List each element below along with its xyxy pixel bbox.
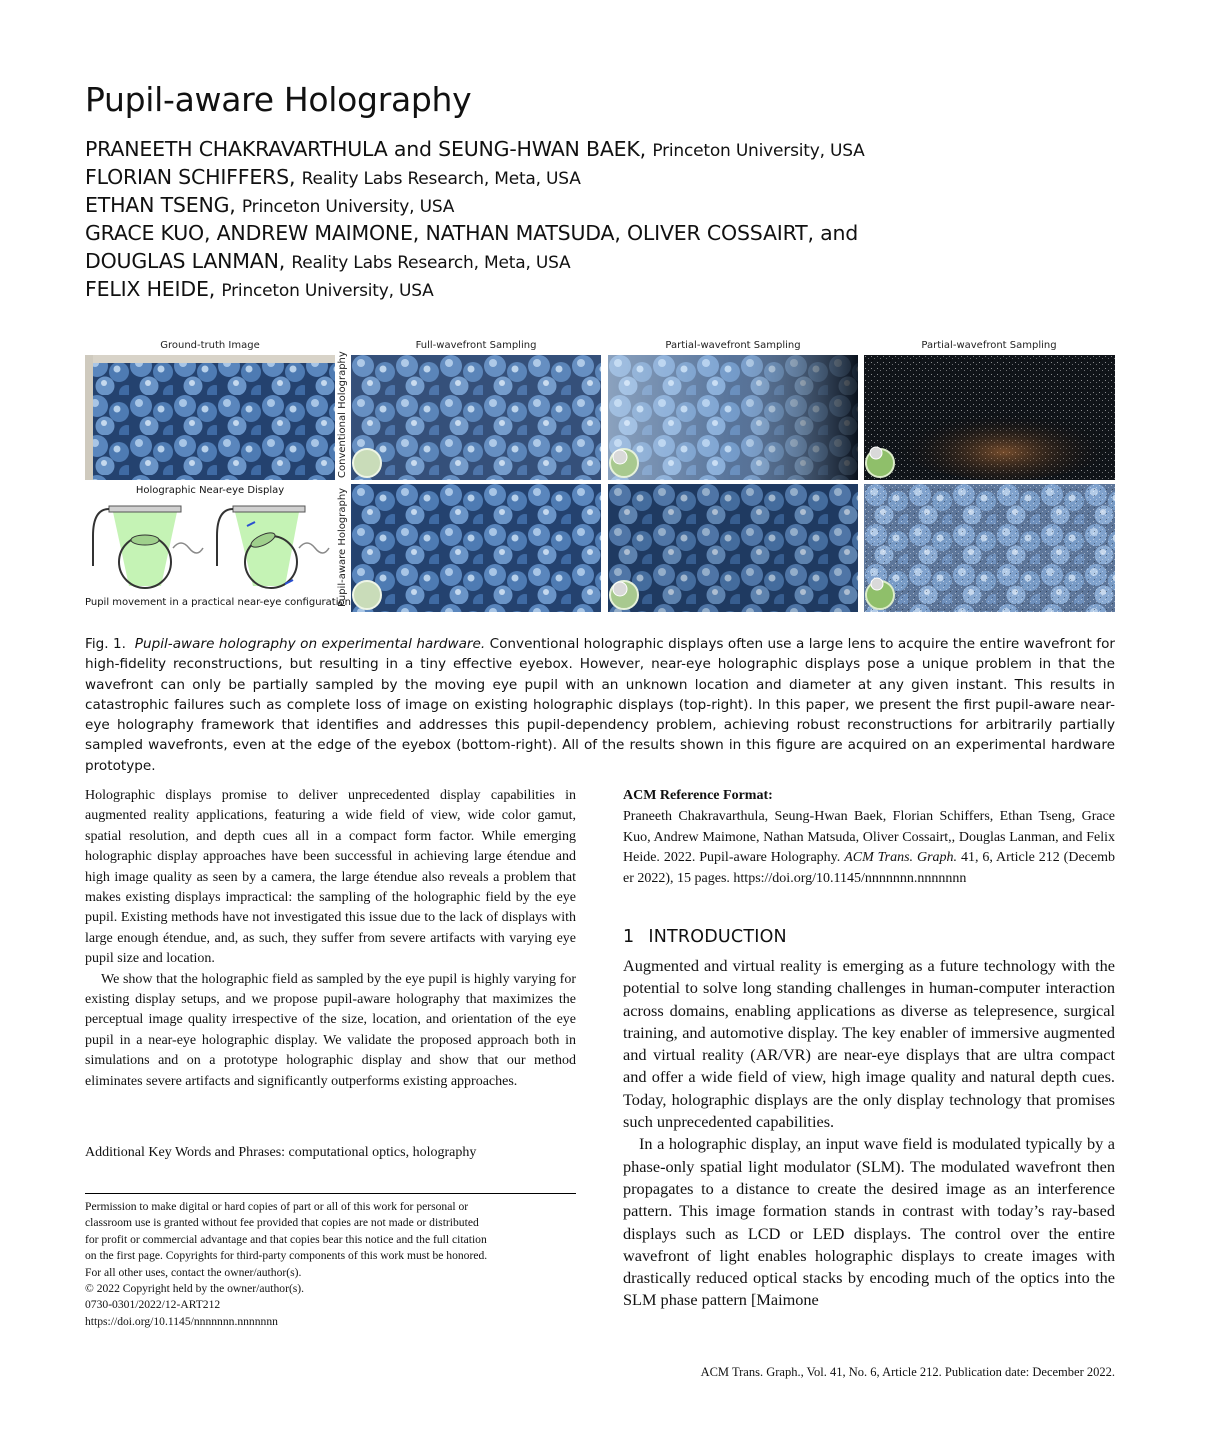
footnote-line: on the first page. Copyrights for third-party components of this work must be honored. [85,1249,488,1263]
footnote-line: for profit or commercial advantage and that copies bear this notice and the full citation [85,1232,487,1246]
section-heading-introduction [623,927,787,947]
pupil-sample [613,450,627,464]
figure-column-header: Partial-wavefront Sampling [665,340,801,351]
caption-title: Pupil-aware holography on experimental hardware. [134,636,486,652]
section-title: INTRODUCTION [648,927,787,947]
conventional-full-wavefront-image [351,355,601,480]
page-footer: ACM Trans. Graph., Vol. 41, No. 6, Article 212. Publication date: December 2022. [700,1365,1115,1379]
ground-truth-image [85,355,335,480]
author-line [85,193,454,217]
caption-text: Conventional holographic displays often use a large lens to acquire the entire wavefront for high-fidelity reconstructions, but resulting in a tiny effective eyebox. However, near-eye holographic displays pose a unique problem in that the wavefront can only be partially sampled by the moving eye pupil with an unknown location and diameter at any given instant. This results in catastrophic failures such as complete loss of image on existing holographic displays (top-right). In this paper, we present the first pupil-aware near-eye holography framework that identifies and addresses this pupil-dependency problem, achieving robust reconstructions for arbitrarily partially sampled wavefronts, even at the edge of the eyebox (bottom-right). All of the results shown in this figure are acquired on an experimental hardware prototype. [85,636,1115,774]
author-names: FELIX HEIDE, [85,277,216,301]
acm-reference-heading: ACM Reference Format: [623,788,773,803]
author-names: FLORIAN SCHIFFERS, [85,165,296,189]
row-label-conventional: Conventional Holography [337,351,348,478]
footnote-line: classroom use is granted without fee provided that copies are not made or distributed [85,1216,479,1230]
abstract-paragraph: Holographic displays promise to deliver unprecedented display capabilities in augmented reality applications, featuring a wide field of view, wide color gamut, spatial resolution, and depth cues all in a compact form factor. While emerging holographic display approaches have been successful in achieving large étendue and high image quality as seen by a camera, the large étendue also reveals a problem that makes existing displays impractical: the sampling of the holographic field by the eye pupil. Existing methods have not investigated this issue due to the lack of displays with large enough étendue, and, as such, they suffer from severe artifacts with varying eye pupil size and location. [85,788,576,967]
paper-title: Pupil-aware Holography [85,80,472,119]
pupil-aware-partial-wavefront-edge-image [864,484,1115,612]
acm-reference-citation: Praneeth Chakravarthula, Seung-Hwan Baek, Florian Schiffers, Ethan Tseng, Grace Kuo, Andrew Maimone, Nathan Matsuda, Oliver Cossairt,, Douglas Lanman, and Felix Heide. 2022. Pupil-aware Holography. [623,809,1115,866]
footnote-doi-link[interactable]: https://doi.org/10.1145/nnnnnnn.nnnnnnn [85,1314,278,1328]
footnote-line: 0730-0301/2022/12-ART212 [85,1298,221,1312]
pupil-overlay [353,449,381,477]
pupil-sample [871,578,883,590]
author-names: PRANEETH CHAKRAVARTHULA and SEUNG-HWAN BAEK, [85,137,646,161]
figure-column-header: Ground-truth Image [160,340,260,351]
footnote-line: Permission to make digital or hard copies of part or all of this work for personal or [85,1200,469,1213]
author-affiliation: Princeton University, USA [221,281,434,301]
author-affiliation: Reality Labs Research, Meta, USA [301,169,581,189]
figure-caption [85,634,1115,776]
conventional-partial-wavefront-image [608,355,858,480]
section-number: 1 [623,927,635,947]
pupil-aware-partial-wavefront-image [608,484,858,612]
pupil-sample [613,582,627,596]
pupil-aware-full-wavefront-image [351,484,601,612]
abstract [85,786,576,1092]
footnote-divider [85,1193,576,1194]
author-affiliation: Princeton University, USA [241,197,455,217]
author-line [85,165,581,189]
diagram-caption: Pupil movement in a practical near-eye configuration [85,597,351,608]
conventional-partial-wavefront-edge-image [864,355,1115,480]
keywords: Additional Key Words and Phrases: computational optics, holography [85,1145,477,1160]
author-names: DOUGLAS LANMAN, [85,249,286,273]
acm-reference-doi[interactable]: 41, 6, Article 212 (December 2022), 15 pages. https://doi.org/10.1145/nnnnnnn.nnnnnnn [623,850,1115,886]
author-names: GRACE KUO, ANDREW MAIMONE, NATHAN MATSUDA, OLIVER COSSAIRT, and [85,221,859,245]
author-line [85,221,858,245]
footnote-line: © 2022 Copyright held by the owner/author(s). [85,1282,305,1296]
abstract-paragraph: We show that the holographic field as sampled by the eye pupil is highly varying for existing display setups, and we propose pupil-aware holography that maximizes the perceptual image quality irrespective of the size, location, and orientation of the eye pupil in a near-eye holographic display. We validate the proposed approach both in simulations and on a prototype holographic display and show that our method eliminates severe artifacts and significantly outperforms existing approaches. [85,971,576,1089]
introduction-body [623,955,1115,1312]
figure-column-header: Partial-wavefront Sampling [921,340,1057,351]
author-line [85,249,570,273]
diagram-title: Holographic Near-eye Display [135,485,285,496]
eye-diagram-right [217,506,329,588]
author-affiliation: Princeton University, USA [652,141,865,161]
acm-reference-text [623,807,1115,889]
author-affiliation: Reality Labs Research, Meta, USA [291,253,571,273]
footnote-line: For all other uses, contact the owner/author(s). [85,1265,302,1279]
acm-reference [623,786,1115,889]
pupil-sample [870,447,882,459]
acm-reference-journal: ACM Trans. Graph. [844,850,958,866]
caption-label: Fig. 1. [85,636,126,652]
row-label-pupil-aware: Pupil-aware Holography [337,487,348,607]
permission-footnote [85,1199,576,1330]
author-names: ETHAN TSENG, [85,193,236,217]
introduction-paragraph: In a holographic display, an input wave field is modulated typically by a phase-only spatial light modulator (SLM). The modulated wavefront then propagates to a distance to create the desired image as an interference pattern. This image formation stands in contrast with today’s ray-based displays such as LCD or LED displays. The control over the entire wavefront of light enables holographic displays to create images with drastically reduced optical stacks by encoding much of the optics into the SLM phase pattern [Maimone [623,1134,1115,1310]
pupil-overlay [353,581,381,609]
author-line [85,137,865,161]
author-line [85,277,434,301]
introduction-paragraph: Augmented and virtual reality is emerging as a future technology with the potential to solve long standing challenges in human-computer interaction across domains, enabling applications as diverse as telepresence, surgical training, and automotive display. The key enabler of immersive augmented and virtual reality (AR/VR) are near-eye displays that are ultra compact and offer a wide field of view, high image quality and natural depth cues. Today, holographic displays are the only display technology that promises such unprecedented capabilities. [623,956,1115,1132]
eye-diagram-left [93,506,203,588]
figure-1 [85,340,1115,612]
figure-column-header: Full-wavefront Sampling [415,340,537,351]
